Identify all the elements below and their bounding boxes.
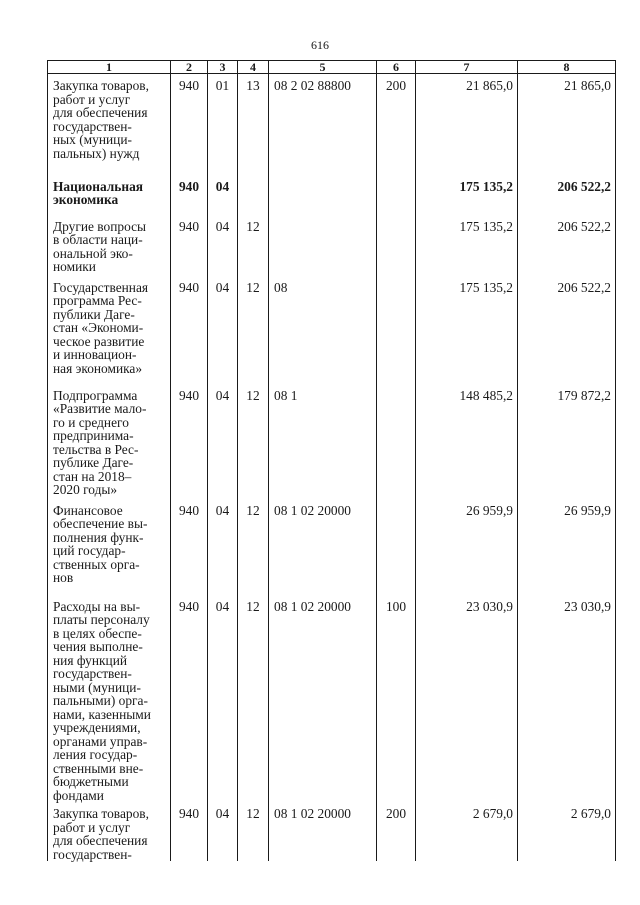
- section-cell: 04: [208, 499, 238, 595]
- row-name-cell: [48, 215, 171, 276]
- amount-2019-cell: 21 865,0: [416, 74, 518, 175]
- amount-2020-cell: 23 030,9: [518, 595, 616, 803]
- expense-type-cell: [377, 175, 416, 215]
- subsection-cell: 12: [238, 595, 269, 803]
- subsection-cell: 13: [238, 74, 269, 175]
- table-header-row: [48, 61, 616, 74]
- target-article-cell: 08 1: [269, 384, 377, 499]
- table-row: [48, 595, 616, 803]
- expense-type-cell: 100: [377, 595, 416, 803]
- row-name-cell: [48, 595, 171, 803]
- column-header: 6: [377, 61, 416, 74]
- expense-type-cell: [377, 215, 416, 276]
- section-cell: 04: [208, 595, 238, 803]
- expense-type-cell: 200: [377, 74, 416, 175]
- admin-code-cell: 940: [171, 499, 208, 595]
- table-row: [48, 215, 616, 276]
- amount-2020-cell: 206 522,2: [518, 215, 616, 276]
- expense-type-cell: [377, 276, 416, 384]
- subsection-cell: [238, 175, 269, 215]
- section-cell: 01: [208, 74, 238, 175]
- column-header: 1: [48, 61, 171, 74]
- column-header: 7: [416, 61, 518, 74]
- table-row: [48, 384, 616, 499]
- row-name: Другие вопросы в области наци- ональной эко- номики: [53, 218, 147, 274]
- subsection-cell: 12: [238, 802, 269, 861]
- section-cell: 04: [208, 384, 238, 499]
- table-row: [48, 802, 616, 861]
- table-row: [48, 175, 616, 215]
- section-cell: 04: [208, 802, 238, 861]
- expense-type-cell: [377, 384, 416, 499]
- column-header: 8: [518, 61, 616, 74]
- row-name: Расходы на вы- платы персоналу в целях обеспе- чения выполне- ния функций государствен- ными (муници- пальными) орга- нами, казенными учреждениями, органами управ- ления государ- ственными вне- бюджетными фондами: [53, 598, 151, 803]
- admin-code-cell: 940: [171, 175, 208, 215]
- subsection-cell: 12: [238, 276, 269, 384]
- amount-2019-cell: 23 030,9: [416, 595, 518, 803]
- amount-2020-cell: 2 679,0: [518, 802, 616, 861]
- amount-2019-cell: 175 135,2: [416, 175, 518, 215]
- subsection-cell: 12: [238, 384, 269, 499]
- column-header: 3: [208, 61, 238, 74]
- page-number: 616: [311, 38, 329, 52]
- row-name-cell: [48, 276, 171, 384]
- section-cell: 04: [208, 175, 238, 215]
- row-name-cell: [48, 74, 171, 175]
- admin-code-cell: 940: [171, 384, 208, 499]
- budget-table: [47, 60, 616, 861]
- amount-2019-cell: 2 679,0: [416, 802, 518, 861]
- column-header: 5: [269, 61, 377, 74]
- admin-code-cell: 940: [171, 215, 208, 276]
- target-article-cell: 08 1 02 20000: [269, 595, 377, 803]
- amount-2019-cell: 26 959,9: [416, 499, 518, 595]
- section-cell: 04: [208, 215, 238, 276]
- row-name: Государственная программа Рес- публики Даге- стан «Экономи- ческое развитие и инновацион- ная экономика»: [53, 279, 149, 376]
- amount-2020-cell: 26 959,9: [518, 499, 616, 595]
- row-name: Закупка товаров, работ и услуг для обеспечения государствен- ных (муници- пальных) нужд: [53, 78, 149, 161]
- row-name: Финансовое обеспечение вы- полнения функ- ций государ- ственных орга- нов: [53, 502, 148, 585]
- column-header: 2: [171, 61, 208, 74]
- target-article-cell: [269, 215, 377, 276]
- row-name-cell: [48, 802, 171, 861]
- table-row: [48, 276, 616, 384]
- amount-2020-cell: 179 872,2: [518, 384, 616, 499]
- expense-type-cell: 200: [377, 802, 416, 861]
- subsection-cell: 12: [238, 215, 269, 276]
- row-name-cell: [48, 384, 171, 499]
- expense-type-cell: [377, 499, 416, 595]
- row-name: Национальная экономика: [53, 178, 144, 207]
- amount-2019-cell: 175 135,2: [416, 276, 518, 384]
- amount-2020-cell: 21 865,0: [518, 74, 616, 175]
- subsection-cell: 12: [238, 499, 269, 595]
- column-header: 4: [238, 61, 269, 74]
- table-row: [48, 499, 616, 595]
- target-article-cell: 08 1 02 20000: [269, 499, 377, 595]
- target-article-cell: 08: [269, 276, 377, 384]
- admin-code-cell: 940: [171, 74, 208, 175]
- admin-code-cell: 940: [171, 595, 208, 803]
- table-row: [48, 74, 616, 175]
- section-cell: 04: [208, 276, 238, 384]
- row-name: Подпрограмма «Развитие мало- го и среднего предпринима- тельства в Рес- публике Даге- стан на 2018– 2020 годы»: [53, 387, 147, 497]
- row-name-cell: [48, 499, 171, 595]
- target-article-cell: [269, 175, 377, 215]
- amount-2020-cell: 206 522,2: [518, 175, 616, 215]
- amount-2020-cell: 206 522,2: [518, 276, 616, 384]
- amount-2019-cell: 175 135,2: [416, 215, 518, 276]
- row-name: Закупка товаров, работ и услуг для обеспечения государствен-: [53, 806, 149, 862]
- target-article-cell: 08 2 02 88800: [269, 74, 377, 175]
- row-name-cell: [48, 175, 171, 215]
- admin-code-cell: 940: [171, 276, 208, 384]
- amount-2019-cell: 148 485,2: [416, 384, 518, 499]
- admin-code-cell: 940: [171, 802, 208, 861]
- target-article-cell: 08 1 02 20000: [269, 802, 377, 861]
